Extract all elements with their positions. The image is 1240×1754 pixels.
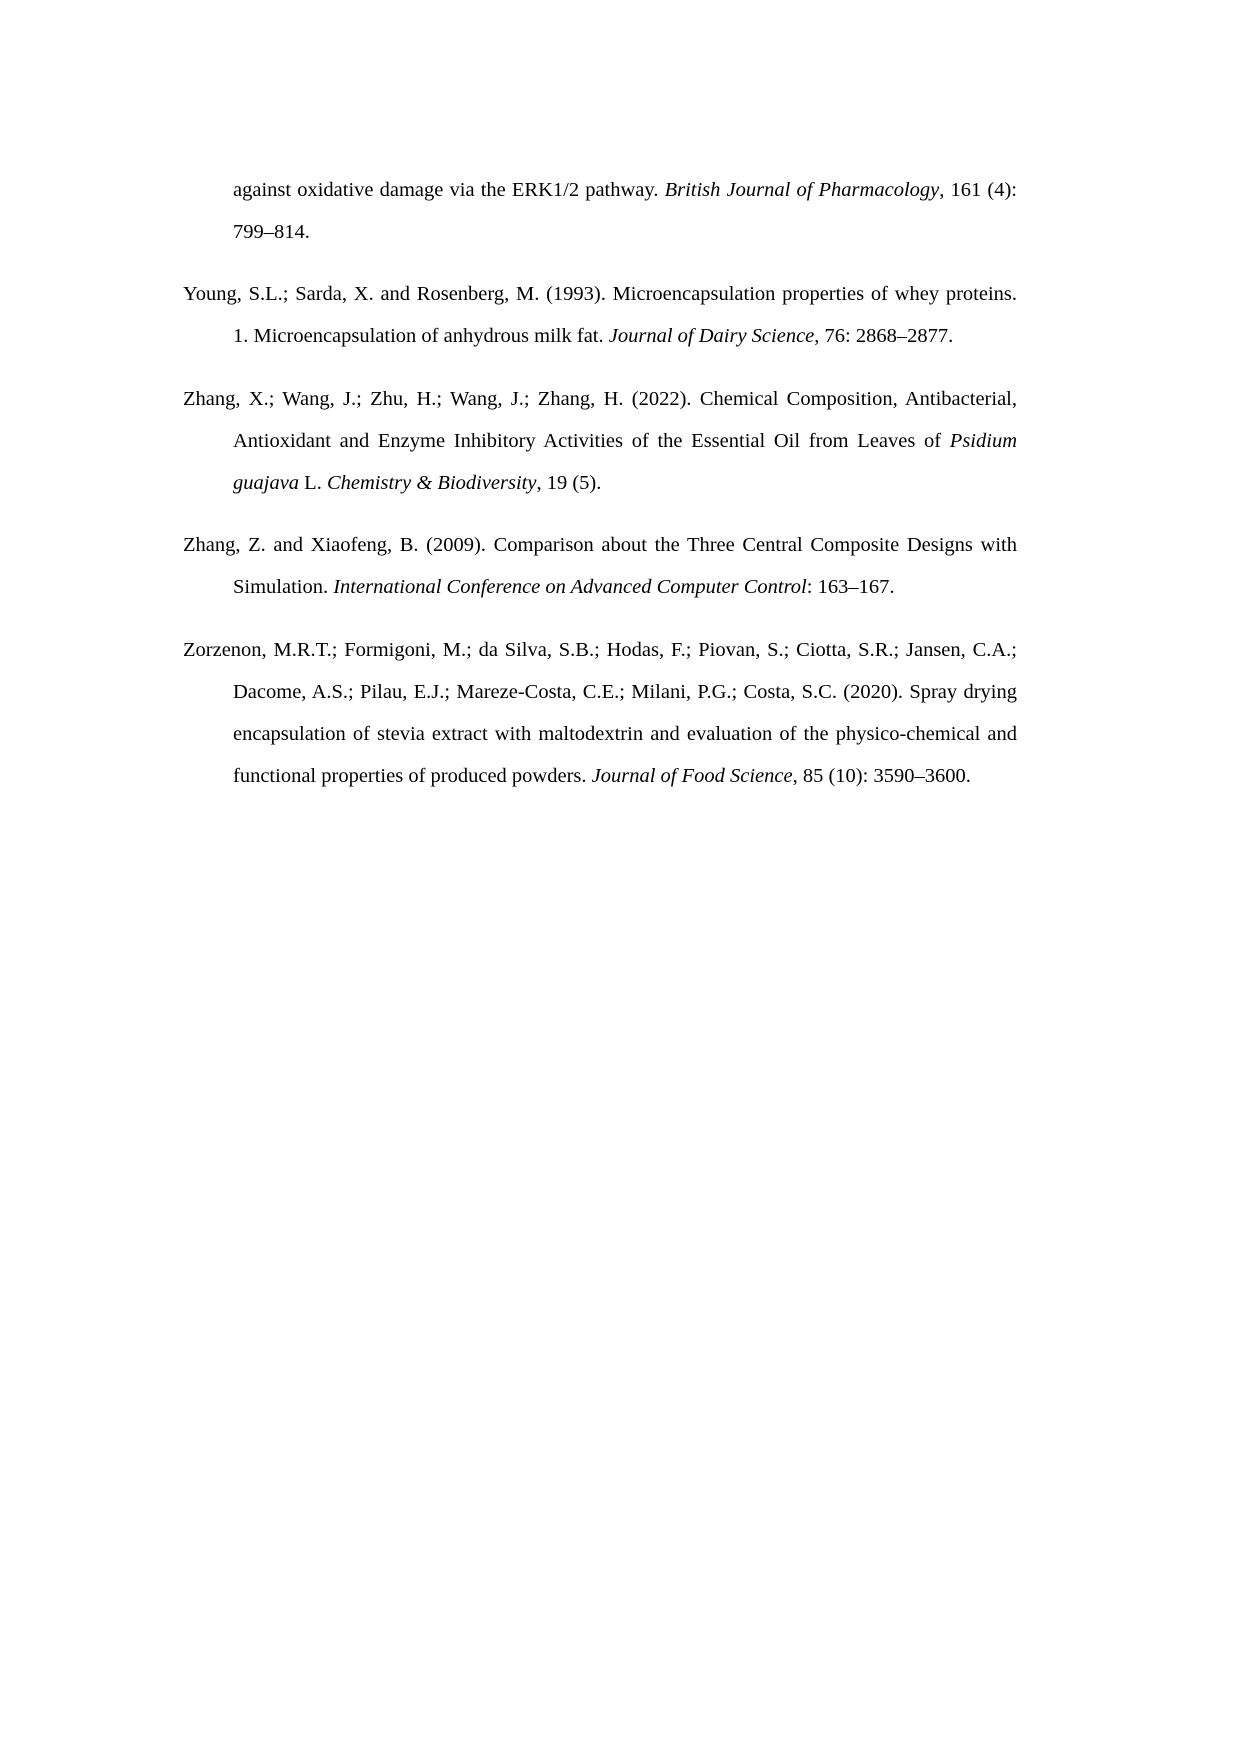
reference-title-italic: Journal of Food Science <box>591 764 793 787</box>
reference-text: , 19 (5). <box>536 471 602 494</box>
reference-entry <box>183 629 1017 797</box>
reference-title-italic: International Conference on Advanced Computer Control <box>333 576 807 598</box>
reference-text: , 161 (4): 799–814. <box>233 178 1017 243</box>
reference-text: Young, S.L.; Sarda, X. and Rosenberg, M. (1993). Microencapsulation properties of whey proteins. 1. Microencapsulation of anhydrous milk fat. <box>183 283 1017 347</box>
reference-text: Zhang, X.; Wang, J.; Zhu, H.; Wang, J.; Zhang, H. (2022). Chemical Composition, Antibacterial, Antioxidant and Enzyme Inhibitory Activities of the Essential Oil from Leaves of <box>183 387 1017 452</box>
reference-text: Zorzenon, M.R.T.; Formigoni, M.; da Silva, S.B.; Hodas, F.; Piovan, S.; Ciotta, S.R.; Jansen, C.A.; Dacome, A.S.; Pilau, E.J.; Mareze-Costa, C.E.; Milani, P.G.; Costa, S.C. (2020). Spray drying encapsulation of stevia extract with maltodextrin and evaluation of the physico-chemical and functional properties of produced powders. <box>183 638 1017 787</box>
reference-entry <box>183 378 1017 504</box>
references-list <box>183 148 1017 797</box>
reference-entry <box>183 169 1017 253</box>
reference-title-italic: British Journal of Pharmacology <box>664 178 940 201</box>
reference-text: against oxidative damage via the ERK1/2 pathway. <box>233 178 665 201</box>
reference-entry <box>183 273 1017 357</box>
reference-text: : 163–167. <box>806 576 895 598</box>
reference-text: L. <box>299 471 327 494</box>
reference-title-italic: Journal of Dairy Science <box>608 325 815 347</box>
reference-text: Zhang, Z. and Xiaofeng, B. (2009). Comparison about the Three Central Composite Designs with Simulation. <box>183 534 1017 598</box>
reference-entry <box>183 524 1017 608</box>
reference-title-italic: Chemistry & Biodiversity <box>326 471 537 494</box>
reference-text: , 85 (10): 3590–3600. <box>792 764 971 787</box>
reference-title-italic: Psidium guajava <box>233 429 1017 494</box>
reference-text: , 76: 2868–2877. <box>814 325 954 347</box>
